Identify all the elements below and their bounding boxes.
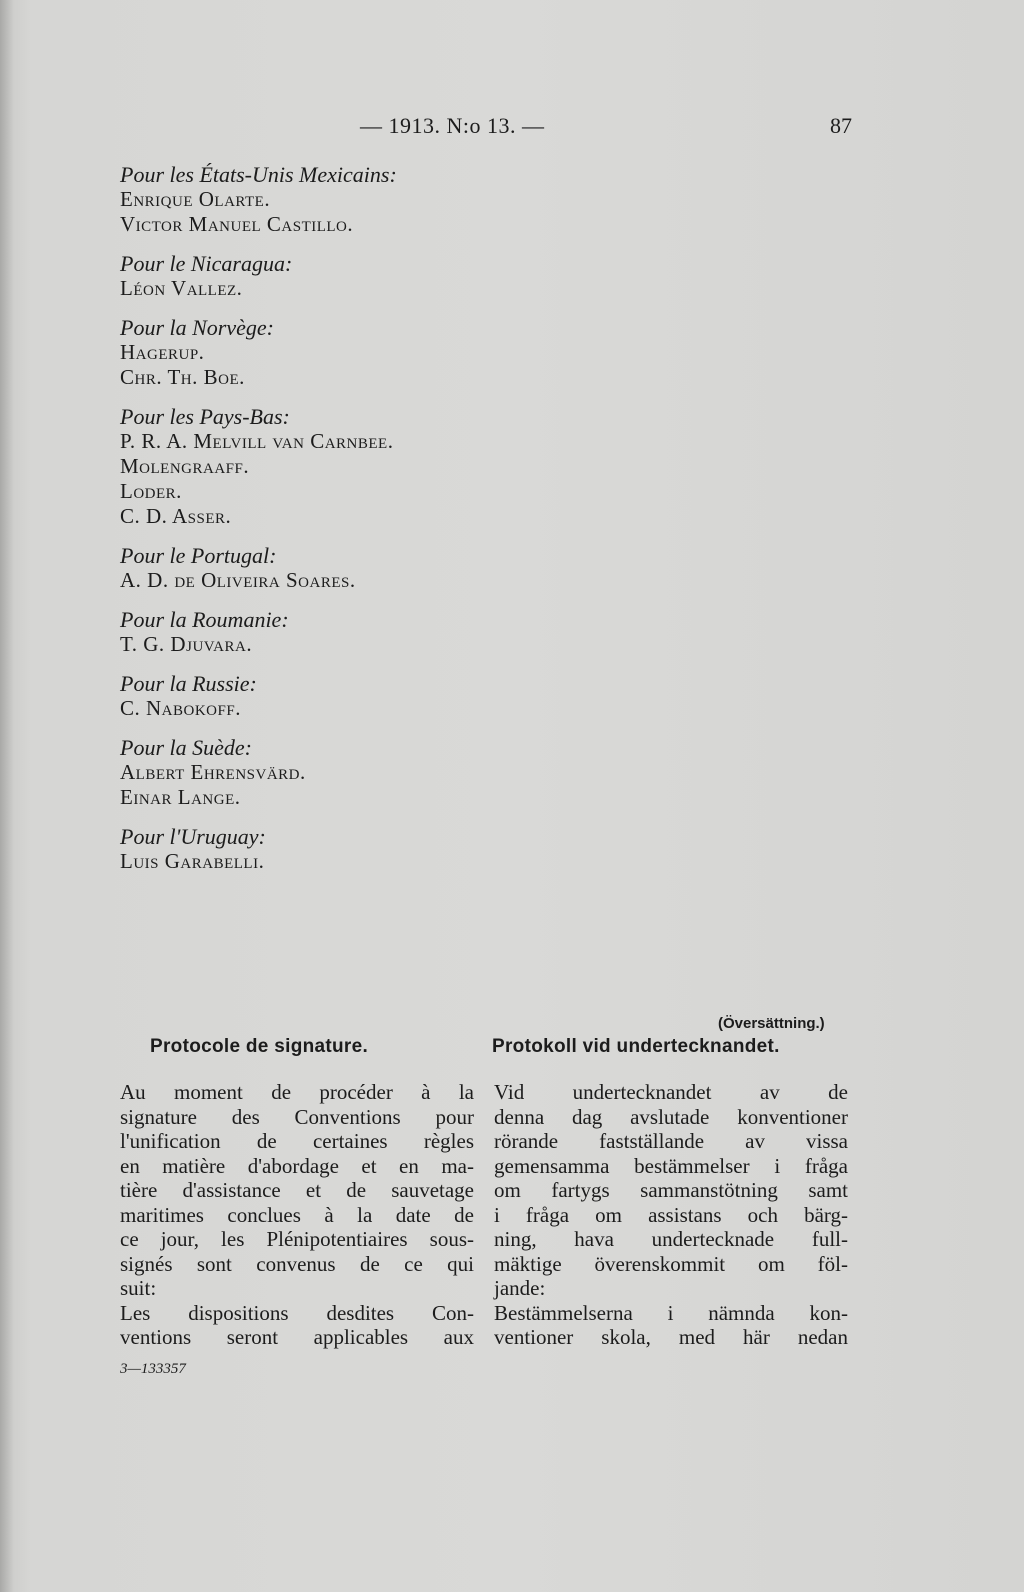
country-label: Pour l'Uruguay: — [120, 824, 266, 849]
signer-name: Luis Garabelli. — [120, 849, 265, 873]
text-line: signés sont convenus de ce qui — [120, 1251, 474, 1276]
country-label: Pour la Russie: — [120, 671, 257, 696]
text-line: maritimes conclues à la date de — [120, 1202, 474, 1227]
signature-group — [120, 251, 500, 301]
text-line: ventions seront applicables aux — [120, 1325, 474, 1349]
signer-name: Molengraaff. — [120, 454, 250, 478]
text-line: ning, hava undertecknade full- — [494, 1227, 848, 1251]
signer-name: Enrique Olarte. — [120, 187, 271, 211]
text-line: en matière d'abordage et en ma- — [120, 1153, 474, 1178]
translation-note: (Översättning.) — [718, 1015, 825, 1032]
signer-name: Léon Vallez. — [120, 276, 243, 300]
page-number: 87 — [830, 113, 852, 138]
signer-name: P. R. A. Melvill van Carnbee. — [120, 429, 394, 453]
text-line: denna dag avslutade konventioner — [494, 1104, 848, 1129]
signer-name: C. Nabokoff. — [120, 696, 241, 720]
french-heading: Protocole de signature. — [150, 1036, 369, 1057]
swedish-column — [494, 1080, 848, 1350]
text-line: om fartygs sammanstötning samt — [494, 1178, 848, 1202]
text-line: Bestämmelserna i nämnda kon- — [494, 1300, 848, 1325]
country-label: Pour la Norvège: — [120, 315, 274, 340]
signer-name: A. D. de Oliveira Soares. — [120, 568, 356, 592]
signature-group — [120, 543, 500, 593]
country-label: Pour la Suède: — [120, 735, 252, 760]
text-line: l'unification de certaines règles — [120, 1129, 474, 1153]
signer-name: T. G. Djuvara. — [120, 632, 253, 656]
signatures-list — [120, 162, 500, 888]
text-line: Les dispositions desdites Con- — [120, 1300, 474, 1325]
page-edge-shadow — [0, 0, 14, 1592]
signer-name: Chr. Th. Boe. — [120, 365, 245, 389]
country-label: Pour le Nicaragua: — [120, 251, 293, 276]
signature-group — [120, 404, 500, 529]
signature-group — [120, 315, 500, 390]
french-column — [120, 1080, 474, 1350]
running-head-title: — 1913. N:o 13. — — [360, 113, 545, 138]
country-label: Pour les Pays-Bas: — [120, 404, 290, 429]
signature-group — [120, 735, 500, 810]
text-line: suit: — [120, 1276, 157, 1300]
footer-code: 3—133357 — [120, 1361, 186, 1377]
signature-group — [120, 824, 500, 874]
country-label: Pour la Roumanie: — [120, 607, 289, 632]
signer-name: Albert Ehrensvärd. — [120, 760, 306, 784]
country-label: Pour le Portugal: — [120, 543, 277, 568]
text-line: ventioner skola, med här nedan — [494, 1325, 848, 1349]
text-line: gemensamma bestämmelser i fråga — [494, 1153, 848, 1178]
signer-name: C. D. Asser. — [120, 504, 232, 528]
signature-group — [120, 162, 500, 237]
signature-group — [120, 671, 500, 721]
text-line: Vid undertecknandet av de — [494, 1080, 848, 1104]
running-head — [0, 113, 1024, 143]
signature-group — [120, 607, 500, 657]
text-line: Au moment de procéder à la — [120, 1080, 474, 1104]
signer-name: Victor Manuel Castillo. — [120, 212, 354, 236]
signer-name: Einar Lange. — [120, 785, 241, 809]
signer-name: Hagerup. — [120, 340, 205, 364]
text-line: jande: — [494, 1276, 546, 1300]
text-line: rörande fastställande av vissa — [494, 1129, 848, 1153]
text-line: ce jour, les Plénipotentiaires sous- — [120, 1227, 474, 1251]
text-line: i fråga om assistans och bärg- — [494, 1202, 848, 1227]
text-line: signature des Conventions pour — [120, 1104, 474, 1129]
text-line: tière d'assistance et de sauvetage — [120, 1178, 474, 1202]
signer-name: Loder. — [120, 479, 182, 503]
text-line: mäktige överenskommit om föl- — [494, 1251, 848, 1276]
swedish-heading: Protokoll vid undertecknandet. — [492, 1036, 780, 1057]
country-label: Pour les États-Unis Mexicains: — [120, 162, 397, 187]
